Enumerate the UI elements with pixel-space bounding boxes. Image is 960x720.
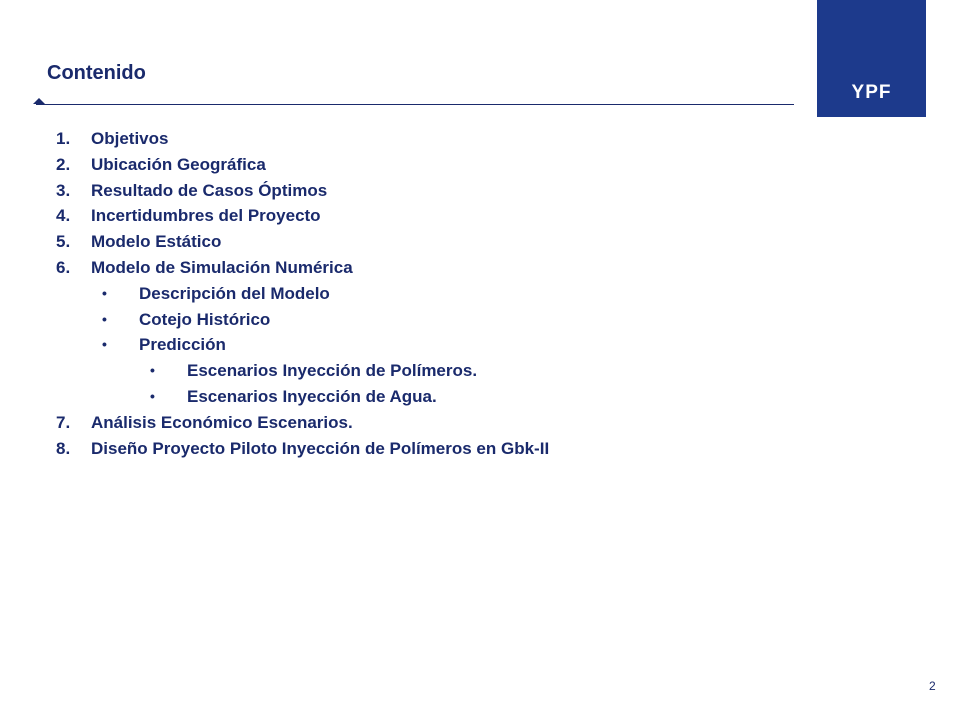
toc-item-number: 6. bbox=[56, 257, 71, 277]
toc-item-number: 5. bbox=[56, 232, 71, 252]
title-divider bbox=[36, 104, 794, 105]
bullet-icon: • bbox=[150, 362, 155, 379]
toc-item-label: Descripción del Modelo bbox=[139, 283, 330, 303]
toc-item bbox=[0, 384, 800, 410]
toc-item-label: Objetivos bbox=[91, 129, 169, 148]
toc-item bbox=[0, 332, 800, 358]
toc-item-label: Diseño Proyecto Piloto Inyección de Polímeros en Gbk-II bbox=[91, 438, 550, 458]
toc-item-label: Predicción bbox=[139, 335, 226, 355]
toc-item bbox=[0, 178, 800, 204]
toc-item bbox=[0, 203, 800, 229]
toc-item-label: Modelo de Simulación Numérica bbox=[91, 257, 353, 277]
toc-item bbox=[0, 436, 800, 462]
ypf-logo bbox=[817, 0, 926, 117]
toc-item bbox=[0, 410, 800, 436]
bullet-icon: • bbox=[102, 310, 107, 327]
bullet-icon: • bbox=[102, 336, 107, 353]
toc-item-number: 7. bbox=[56, 412, 71, 432]
toc-item bbox=[0, 358, 800, 384]
logo-text: YPF bbox=[851, 82, 892, 103]
toc-item-label: Ubicación Geográfica bbox=[91, 154, 266, 174]
page-title: Contenido bbox=[47, 62, 146, 84]
toc-item bbox=[0, 281, 800, 307]
toc-item-label: Cotejo Histórico bbox=[139, 309, 271, 329]
toc-item-number: 8. bbox=[56, 438, 71, 458]
toc-item-number: 4. bbox=[56, 206, 71, 226]
toc-item-label: Escenarios Inyección de Polímeros. bbox=[187, 361, 478, 381]
bullet-icon: • bbox=[150, 387, 155, 404]
toc-item-number: 3. bbox=[56, 180, 71, 200]
bullet-icon: • bbox=[102, 284, 107, 301]
toc-item-number: 2. bbox=[56, 154, 71, 174]
page-number: 2 bbox=[929, 679, 936, 693]
toc-item-label: Análisis Económico Escenarios. bbox=[91, 412, 353, 432]
table-of-contents bbox=[0, 126, 800, 461]
toc-item-label: Resultado de Casos Óptimos bbox=[91, 180, 328, 200]
toc-item bbox=[0, 307, 800, 333]
toc-item-label: Escenarios Inyección de Agua. bbox=[187, 386, 437, 406]
toc-item bbox=[0, 126, 800, 152]
toc-item-label: Modelo Estático bbox=[91, 232, 222, 252]
toc-item-label: Incertidumbres del Proyecto bbox=[91, 206, 321, 226]
toc-item bbox=[0, 229, 800, 255]
toc-item bbox=[0, 152, 800, 178]
toc-item bbox=[0, 255, 800, 281]
toc-item-number: 1. bbox=[56, 129, 71, 148]
